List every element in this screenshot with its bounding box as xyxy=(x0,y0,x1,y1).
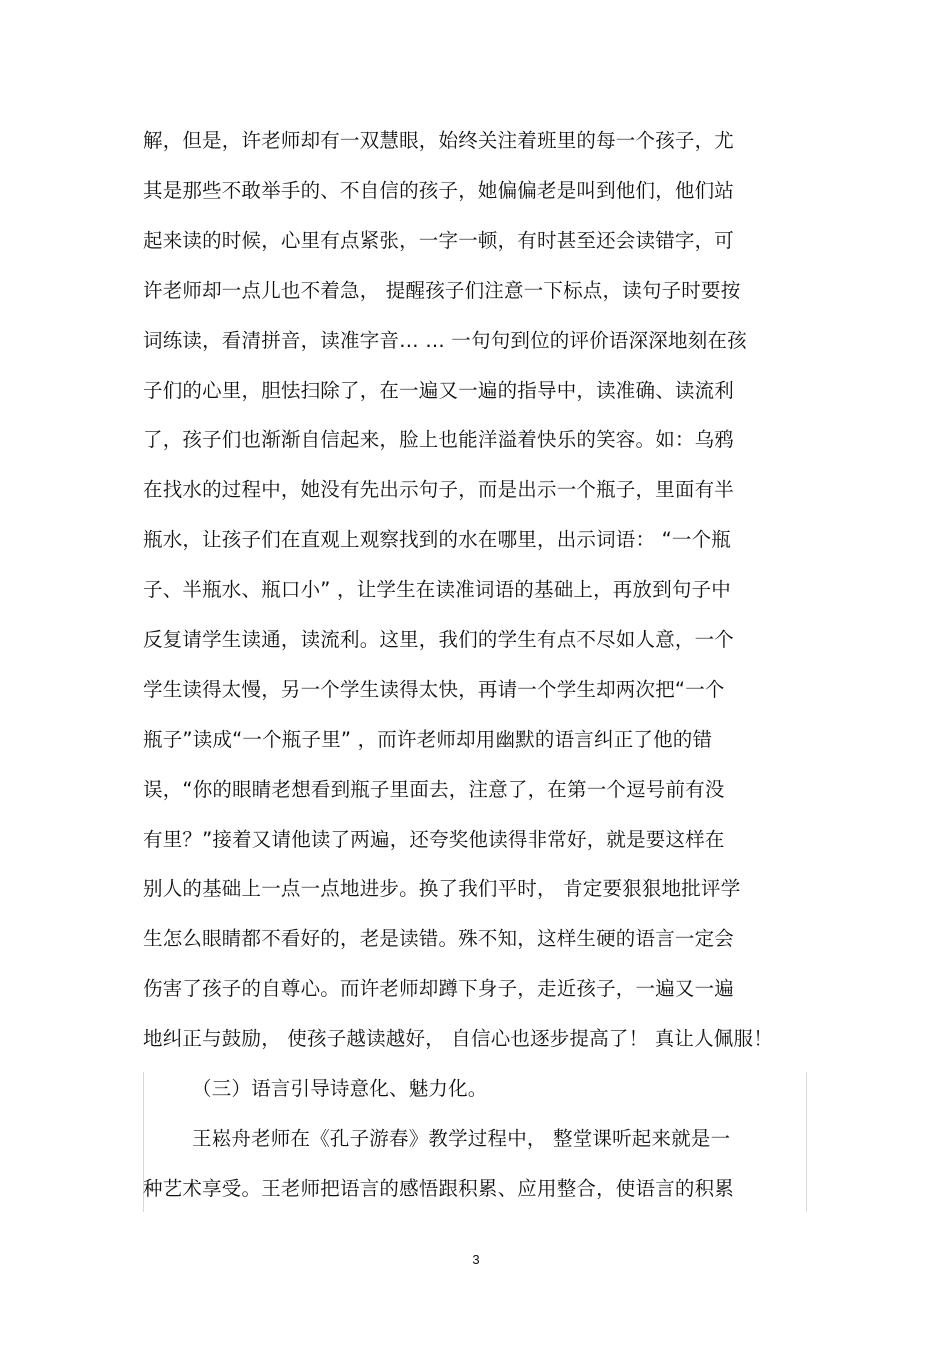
block-right-rule xyxy=(806,1072,807,1212)
body-text-line: 瓶水，让孩子们在直观上观察找到的水在哪里，出示词语： “一个瓶 xyxy=(143,528,732,551)
body-text-line: 在找水的过程中，她没有先出示句子，而是出示一个瓶子，里面有半 xyxy=(143,478,735,501)
body-text-line: 地纠正与鼓励， 使孩子越读越好， 自信心也逐步提高了！ 真让人佩服！ xyxy=(143,1027,773,1050)
body-text-line: 了，孩子们也渐渐自信起来，脸上也能洋溢着快乐的笑容。如：乌鸦 xyxy=(143,428,735,451)
body-text-line: 其是那些不敢举手的、不自信的孩子，她偏偏老是叫到他们，他们站 xyxy=(143,179,735,202)
body-text-line: 王崧舟老师在《孔子游春》教学过程中， 整堂课听起来就是一 xyxy=(192,1127,731,1150)
body-text-line: 误，“你的眼睛老想看到瓶子里面去，注意了，在第一个逗号前有没 xyxy=(143,778,725,801)
body-text-line: 反复请学生读通，读流利。这里，我们的学生有点不尽如人意，一个 xyxy=(143,628,735,651)
body-text-line: 子、半瓶水、瓶口小” ，让学生在读准词语的基础上，再放到句子中 xyxy=(143,578,732,601)
body-text-line: 别人的基础上一点一点地进步。换了我们平时， 肯定要狠狠地批评学 xyxy=(143,877,741,900)
body-text-line: 许老师却一点儿也不着急， 提醒孩子们注意一下标点，读句子时要按 xyxy=(143,279,741,302)
body-text-line: 有里？”接着又请他读了两遍，还夸奖他读得非常好，就是要这样在 xyxy=(143,828,725,851)
body-text-line: 起来读的时候，心里有点紧张，一字一顿，有时甚至还会读错字，可 xyxy=(143,229,735,252)
body-text-line: 种艺术享受。王老师把语言的感悟跟积累、应用整合，使语言的积累 xyxy=(143,1177,735,1200)
body-text-line: 学生读得太慢，另一个学生读得太快，再请一个学生却两次把“一个 xyxy=(143,678,725,701)
section-heading: （三）语言引导诗意化、魅力化。 xyxy=(192,1077,488,1100)
body-text-line: 子们的心里，胆怯扫除了，在一遍又一遍的指导中，读准确、读流利 xyxy=(143,379,735,402)
body-text-line: 解，但是，许老师却有一双慧眼，始终关注着班里的每一个孩子，尤 xyxy=(143,129,735,152)
body-text-line: 伤害了孩子的自尊心。而许老师却蹲下身子，走近孩子，一遍又一遍 xyxy=(143,977,735,1000)
body-text-line: 瓶子”读成“一个瓶子里” ，而许老师却用幽默的语言纠正了他的错 xyxy=(143,728,713,751)
body-text-line: 词练读，看清拼音，读准字音… … 一句句到位的评价语深深地刻在孩 xyxy=(143,329,747,352)
page-number: 3 xyxy=(472,1252,480,1267)
body-text-line: 生怎么眼睛都不看好的，老是读错。殊不知，这样生硬的语言一定会 xyxy=(143,927,735,950)
